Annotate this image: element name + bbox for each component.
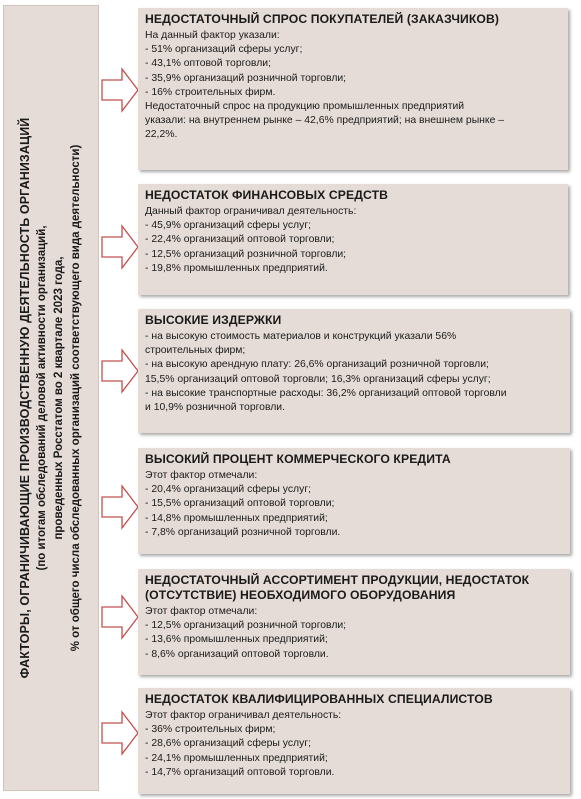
factor-line: - 22,4% организаций оптовой торговли; (145, 234, 335, 246)
factor-line: 22,2%. (145, 129, 178, 141)
factor-line: указали: на внутреннем рынке – 42,6% предприятий; на внешнем рынке – (145, 115, 505, 127)
factor-line: - 14,7% организаций оптовой торговли. (145, 766, 335, 778)
factor-line: - 14,8% промышленных предприятий; (145, 512, 328, 524)
factor-line: Этот фактор отмечали: (145, 606, 258, 617)
arrow-right-icon (101, 224, 139, 270)
factor-line: - 16% строительных фирм. (145, 86, 276, 98)
factor-line: - 8,6% организаций оптовой торговли. (145, 648, 329, 660)
factor-line: - 15,5% организаций оптовой торговли; (145, 498, 335, 510)
factor-line: - 28,6% организаций сферы услуг; (145, 738, 311, 750)
factor-line: - 12,5% организаций розничной торговли; (145, 248, 347, 260)
factor-line: - 24,1% промышленных предприятий; (145, 752, 328, 764)
arrow-right-icon (101, 594, 139, 640)
factor-line: - 12,5% организаций розничной торговли; (145, 620, 347, 632)
factor-line: и 10,9% розничной торговли. (145, 402, 285, 414)
factor-title: ВЫСОКИЕ ИЗДЕРЖКИ (145, 313, 282, 327)
factors-banner-text (5, 18, 97, 778)
factors-banner (3, 5, 99, 791)
factor-line: Этот фактор ограничивал деятельность: (145, 710, 342, 721)
factor-title: ВЫСОКИЙ ПРОЦЕНТ КОММЕРЧЕСКОГО КРЕДИТА (145, 452, 451, 466)
factor-line: 15,5% организаций оптовой торговли; 16,3% организаций сферы услуг; (145, 373, 491, 385)
factor-line: строительных фирм; (145, 345, 246, 357)
factor-box-lack-of-specialists (138, 688, 570, 794)
factor-box-insufficient-demand (138, 8, 568, 170)
factor-box-high-costs (138, 309, 570, 433)
factor-line: - 7,8% организаций розничной торговли. (145, 526, 341, 538)
factor-title: НЕДОСТАТОК КВАЛИФИЦИРОВАННЫХ СПЕЦИАЛИСТОВ (145, 692, 493, 706)
factor-line: Этот фактор отмечали: (145, 470, 258, 481)
factor-line: Данный фактор ограничивал деятельность: (145, 206, 357, 217)
arrow-right-icon (101, 484, 139, 530)
factor-line: - 45,9% организаций сферы услуг; (145, 220, 311, 232)
factor-line: - 35,9% организаций розничной торговли; (145, 72, 347, 84)
arrow-right-icon (101, 67, 139, 113)
factor-line: - 36% строительных фирм; (145, 724, 276, 736)
banner-subtitle-line-1: (по итогам обследований деловой активности организаций, (36, 225, 48, 571)
banner-subtitle-line-3: % от общего числа обследованных организаций соответствующего вида деятельности) (70, 144, 82, 652)
factor-box-high-credit-rate (138, 448, 570, 554)
factor-line: - 20,4% организаций сферы услуг; (145, 484, 311, 496)
arrow-right-icon (101, 710, 139, 756)
factor-line: Недостаточный спрос на продукцию промышленных предприятий (145, 101, 465, 113)
factor-box-lack-of-funds (138, 184, 568, 295)
factor-title: НЕДОСТАТОЧНЫЙ АССОРТИМЕНТ ПРОДУКЦИИ, НЕДОСТАТОК (ОТСУТСТВИЕ) НЕОБХОДИМОГО ОБОРУДОВАНИЯ (145, 573, 530, 602)
banner-title: ФАКТОРЫ, ОГРАНИЧИВАЮЩИЕ ПРОИЗВОДСТВЕННУЮ ДЕЯТЕЛЬНОСТЬ ОРГАНИЗАЦИЙ (18, 117, 32, 679)
factor-line: - на высокие транспортные расходы: 36,2% организаций оптовой торговли (145, 387, 507, 399)
factor-box-insufficient-assortment (138, 569, 570, 675)
factor-title: НЕДОСТАТОК ФИНАНСОВЫХ СРЕДСТВ (145, 188, 389, 202)
factor-line: - на высокую арендную плату: 26,6% организаций розничной торговли; (145, 359, 489, 371)
factor-line: - 43,1% оптовой торговли; (145, 58, 271, 70)
factor-title: НЕДОСТАТОЧНЫЙ СПРОС ПОКУПАТЕЛЕЙ (ЗАКАЗЧИКОВ) (145, 12, 500, 26)
factor-line: - на высокую стоимость материалов и конструкций указали 56% (145, 331, 457, 342)
banner-subtitle-line-2: проведенных Росстатом во 2 квартале 2023 года, (53, 256, 65, 540)
factor-line: - 51% организаций сферы услуг; (145, 44, 303, 56)
arrow-right-icon (101, 348, 139, 394)
factor-line: На данный фактор указали: (145, 30, 280, 41)
factor-line: - 13,6% промышленных предприятий; (145, 634, 328, 646)
factor-line: - 19,8% промышленных предприятий. (145, 262, 328, 274)
